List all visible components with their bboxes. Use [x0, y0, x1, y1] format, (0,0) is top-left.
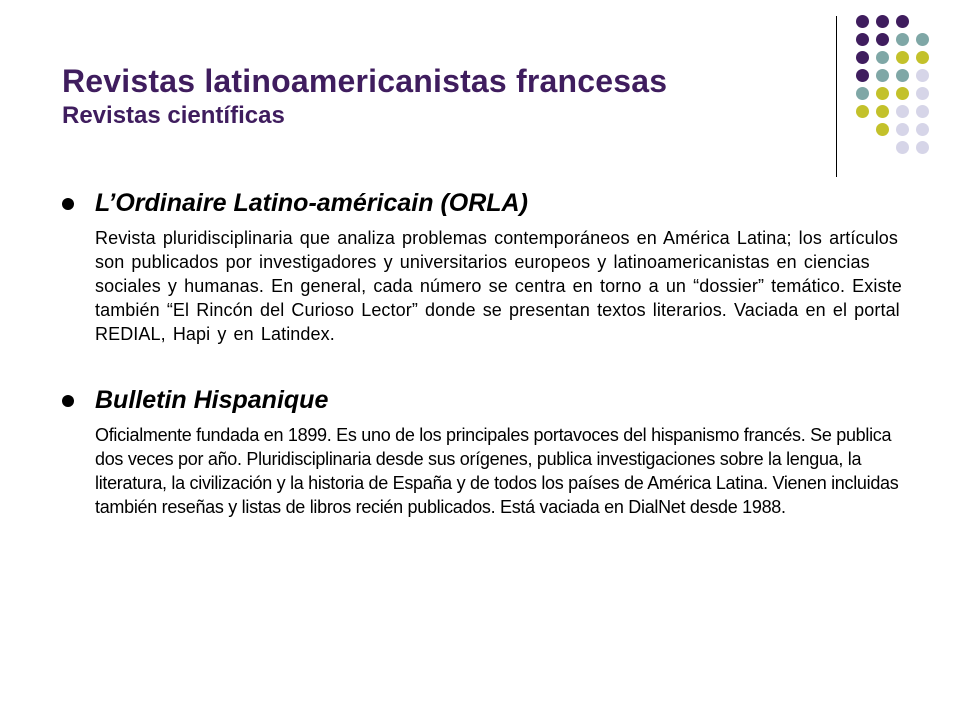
decorative-dot [856, 33, 869, 46]
entry-description: Oficialmente fundada en 1899. Es uno de los principales portavoces del hispanismo francés. Se publica dos veces por año. Pluridisciplinaria desde sus orígenes, publica investigaciones sobre la lengua, la literatura, la civilización y la historia de España y de todos los países de América Latina. Vienen incluidas también reseñas y listas de libros recién publicados. Está vaciada en DialNet desde 1988. [95, 425, 899, 517]
list-item-bulletin-hispanique [62, 383, 922, 519]
decorative-dot [896, 51, 909, 64]
entry-title: Bulletin Hispanique [95, 386, 329, 414]
decorative-dot [916, 87, 929, 100]
decorative-dot [896, 33, 909, 46]
entry-title: L’Ordinaire Latino-américain (ORLA) [95, 189, 528, 217]
title-block [62, 62, 832, 131]
header-divider [836, 16, 837, 177]
decorative-dot [896, 123, 909, 136]
bullet-dot-icon [62, 198, 74, 210]
decorative-dot [856, 105, 869, 118]
list-item-orla [62, 186, 922, 346]
decorative-dot [916, 105, 929, 118]
decorative-dot [896, 105, 909, 118]
decorative-dot [896, 69, 909, 82]
page-subtitle: Revistas científicas [62, 102, 285, 129]
decorative-dot [876, 87, 889, 100]
decorative-dot [856, 15, 869, 28]
entry-description: Revista pluridisciplinaria que analiza problemas contemporáneos en América Latina; los artículos son publicados por investigadores y universitarios europeos y latinoamericanistas en ciencias sociales y humanas. En general, cada número se centra en torno a un “dossier” temático. Existe también “El Rincón del Curioso Lector” donde se presentan textos literarios. Vaciada en el portal REDIAL, Hapi y en Latindex. [95, 228, 902, 344]
bullet-dot-icon [62, 395, 74, 407]
decorative-dot [876, 33, 889, 46]
decorative-dot [896, 141, 909, 154]
decorative-dot [916, 51, 929, 64]
decorative-dot [856, 51, 869, 64]
decorative-dot [896, 15, 909, 28]
decorative-dot [916, 141, 929, 154]
decorative-dot [916, 33, 929, 46]
decorative-dot [876, 69, 889, 82]
decorative-dot [876, 51, 889, 64]
decorative-dot [856, 87, 869, 100]
decorative-dot [876, 105, 889, 118]
decorative-dot [916, 123, 929, 136]
content-list [62, 186, 922, 519]
decorative-dot [916, 69, 929, 82]
decorative-dot [856, 69, 869, 82]
page-title: Revistas latinoamericanistas francesas [62, 63, 668, 99]
decorative-dot [896, 87, 909, 100]
decorative-dot [876, 123, 889, 136]
decorative-dot [876, 15, 889, 28]
